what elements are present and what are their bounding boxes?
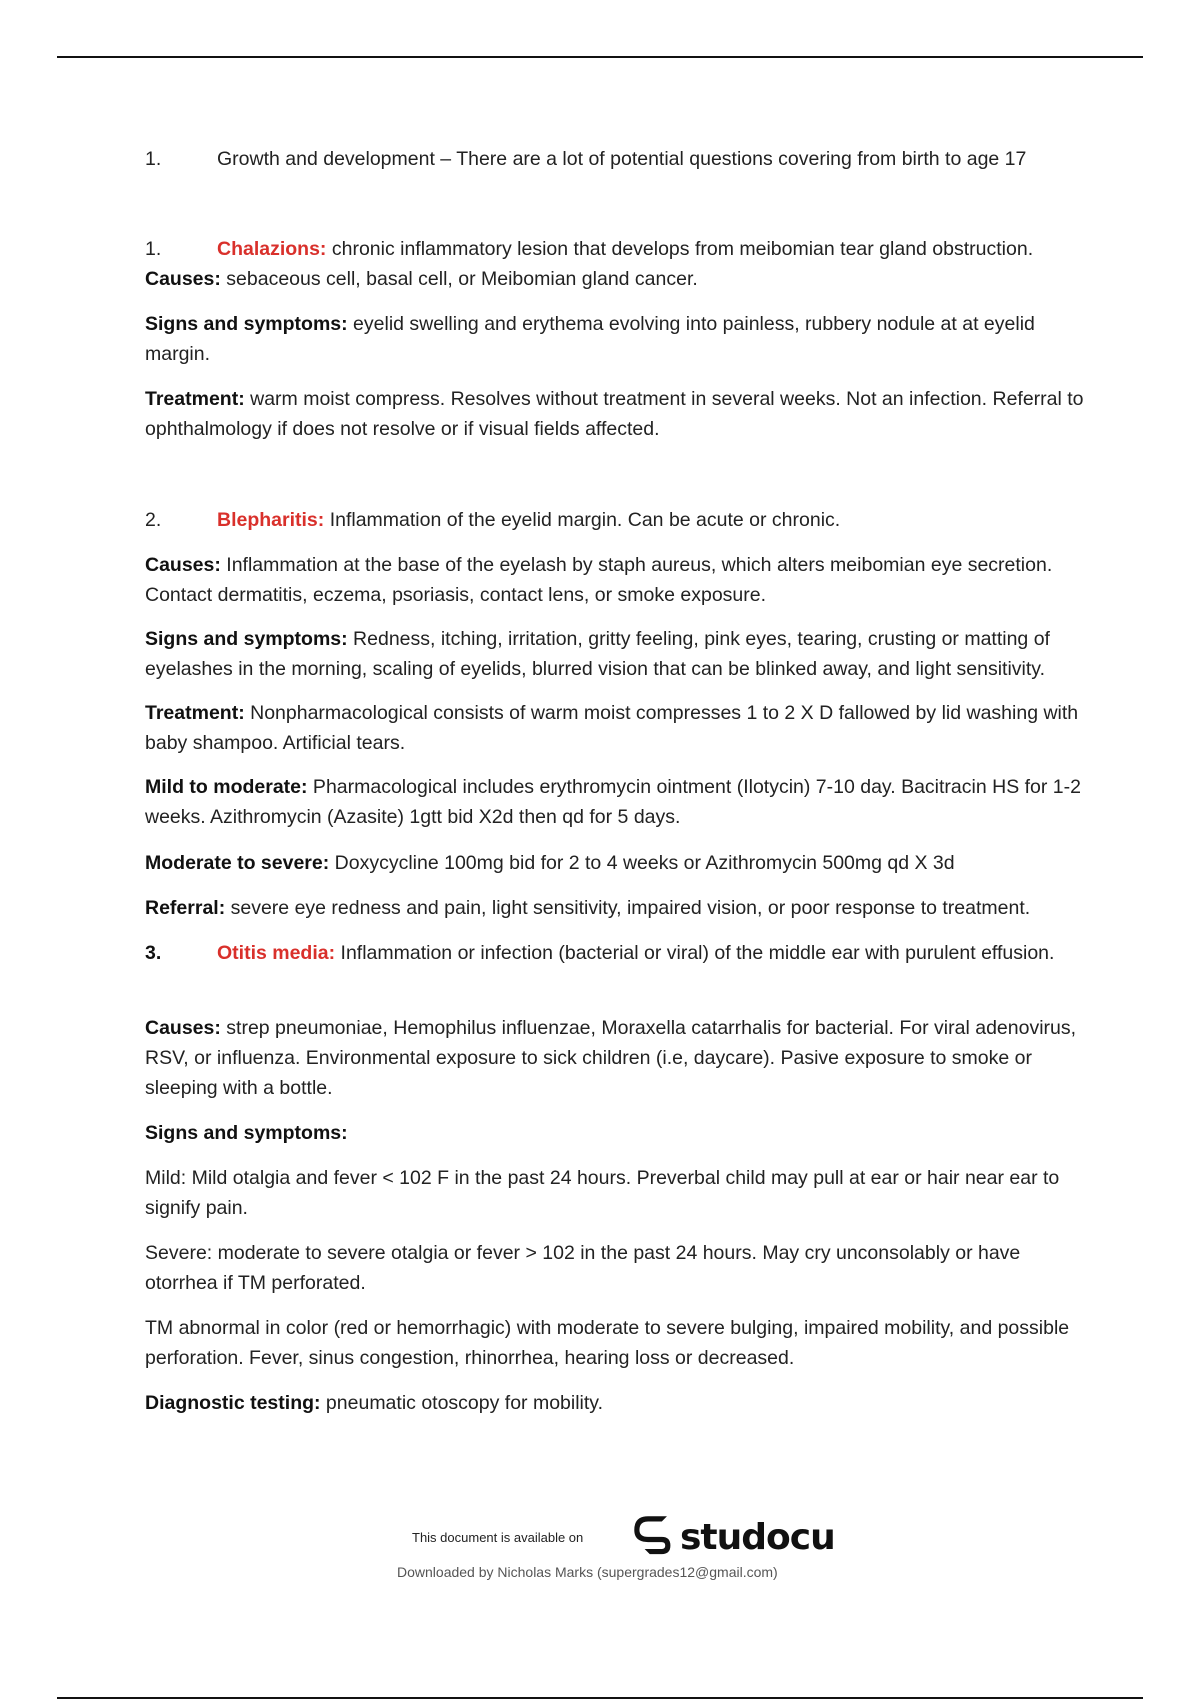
causes-text: sebaceous cell, basal cell, or Meibomian gland cancer. xyxy=(220,268,698,290)
signs-text: eyelid swelling and erythema evolving into painless, rubbery nodule at at eyelid margin. xyxy=(145,313,1035,365)
treatment-text: warm moist compress. Resolves without treatment in several weeks. Not an infection. Referral to ophthalmology if does not resolve or if visual fields affected. xyxy=(145,388,1084,440)
diagnostic-line xyxy=(145,1388,1090,1418)
mild-moderate-label: Mild to moderate: xyxy=(145,776,308,798)
section-heading xyxy=(145,505,1090,535)
mild-moderate-text: Pharmacological includes erythromycin ointment (Ilotycin) 7-10 day. Bacitracin HS for 1-2 weeks. Azithromycin (Azasite) 1gtt bid X2d then qd for 5 days. xyxy=(145,776,1081,828)
treatment-paragraph xyxy=(145,384,1090,444)
causes-paragraph xyxy=(145,1013,1090,1103)
causes-label: Causes: xyxy=(145,1017,221,1039)
mild-moderate-paragraph xyxy=(145,772,1090,832)
causes-line xyxy=(145,264,1090,294)
signs-label: Signs and symptoms: xyxy=(145,628,348,650)
studocu-logo-text: studocu xyxy=(680,1516,835,1558)
signs-text: Redness, itching, irritation, gritty feeling, pink eyes, tearing, crusting or matting of eyelashes in the morning, scaling of eyelids, blurred vision that can be blinked away, and light sensitivity. xyxy=(145,628,1050,680)
mild-paragraph: Mild: Mild otalgia and fever < 102 F in the past 24 hours. Preverbal child may pull at ear or hair near ear to signify pain. xyxy=(145,1167,1060,1219)
treatment-label: Treatment: xyxy=(145,702,245,724)
referral-line xyxy=(145,893,1090,923)
section-heading xyxy=(145,234,1090,264)
referral-text: severe eye redness and pain, light sensitivity, impaired vision, or poor response to treatment. xyxy=(225,897,1031,919)
referral-label: Referral: xyxy=(145,897,226,919)
section-title: Otitis media: xyxy=(217,942,336,964)
header-rule xyxy=(57,56,1143,58)
severe-paragraph: Severe: moderate to severe otalgia or fever > 102 in the past 24 hours. May cry unconsolably or have otorrhea if TM perforated. xyxy=(145,1242,1021,1294)
moderate-severe-text: Doxycycline 100mg bid for 2 to 4 weeks or Azithromycin 500mg qd X 3d xyxy=(329,852,955,874)
signs-paragraph xyxy=(145,309,1090,369)
causes-label: Causes: xyxy=(145,268,221,290)
studocu-logo-icon xyxy=(632,1514,678,1560)
intro-text: Growth and development – There are a lot of potential questions covering from birth to age 17 xyxy=(217,148,1027,170)
section-number: 1. xyxy=(145,238,162,260)
section-title-text: Inflammation or infection (bacterial or viral) of the middle ear with purulent effusion. xyxy=(335,942,1055,964)
footer-rule xyxy=(57,1697,1143,1699)
intro-line xyxy=(145,144,1090,174)
causes-text: strep pneumoniae, Hemophilus influenzae, Moraxella catarrhalis for bacterial. For viral adenovirus, RSV, or influenza. Environmental exposure to sick children (i.e, daycare). Pasive exposure to smoke or sleeping with a bottle. xyxy=(145,1017,1077,1099)
moderate-severe-label: Moderate to severe: xyxy=(145,852,330,874)
diagnostic-label: Diagnostic testing: xyxy=(145,1392,321,1414)
section-title-text: chronic inflammatory lesion that develops from meibomian tear gland obstruction. xyxy=(326,238,1034,260)
footer-available-text: This document is available on xyxy=(412,1530,584,1545)
causes-label: Causes: xyxy=(145,554,221,576)
signs-label: Signs and symptoms: xyxy=(145,313,348,335)
signs-paragraph xyxy=(145,624,1090,684)
treatment-paragraph xyxy=(145,698,1090,758)
section-number: 2. xyxy=(145,509,162,531)
section-heading xyxy=(145,938,1090,968)
footer-downloaded-text: Downloaded by Nicholas Marks (supergrades12@gmail.com) xyxy=(397,1564,778,1580)
causes-text: Inflammation at the base of the eyelash by staph aureus, which alters meibomian eye secretion. Contact dermatitis, eczema, psoriasis, contact lens, or smoke exposure. xyxy=(145,554,1053,606)
section-title: Blepharitis: xyxy=(217,509,325,531)
section-title: Chalazions: xyxy=(217,238,327,260)
treatment-text: Nonpharmacological consists of warm moist compresses 1 to 2 X D fallowed by lid washing with baby shampoo. Artificial tears. xyxy=(145,702,1079,754)
causes-paragraph xyxy=(145,550,1090,610)
section-number: 3. xyxy=(145,942,162,964)
signs-line xyxy=(145,1118,1090,1148)
intro-number: 1. xyxy=(145,148,162,170)
signs-label: Signs and symptoms: xyxy=(145,1122,348,1144)
studocu-logo[interactable] xyxy=(632,1512,835,1562)
treatment-label: Treatment: xyxy=(145,388,245,410)
section-title-text: Inflammation of the eyelid margin. Can be acute or chronic. xyxy=(324,509,841,531)
diagnostic-text: pneumatic otoscopy for mobility. xyxy=(320,1392,604,1414)
tm-paragraph: TM abnormal in color (red or hemorrhagic) with moderate to severe bulging, impaired mobility, and possible perforation. Fever, sinus congestion, rhinorrhea, hearing loss or decreased. xyxy=(145,1317,1070,1369)
moderate-severe-line xyxy=(145,848,1090,878)
